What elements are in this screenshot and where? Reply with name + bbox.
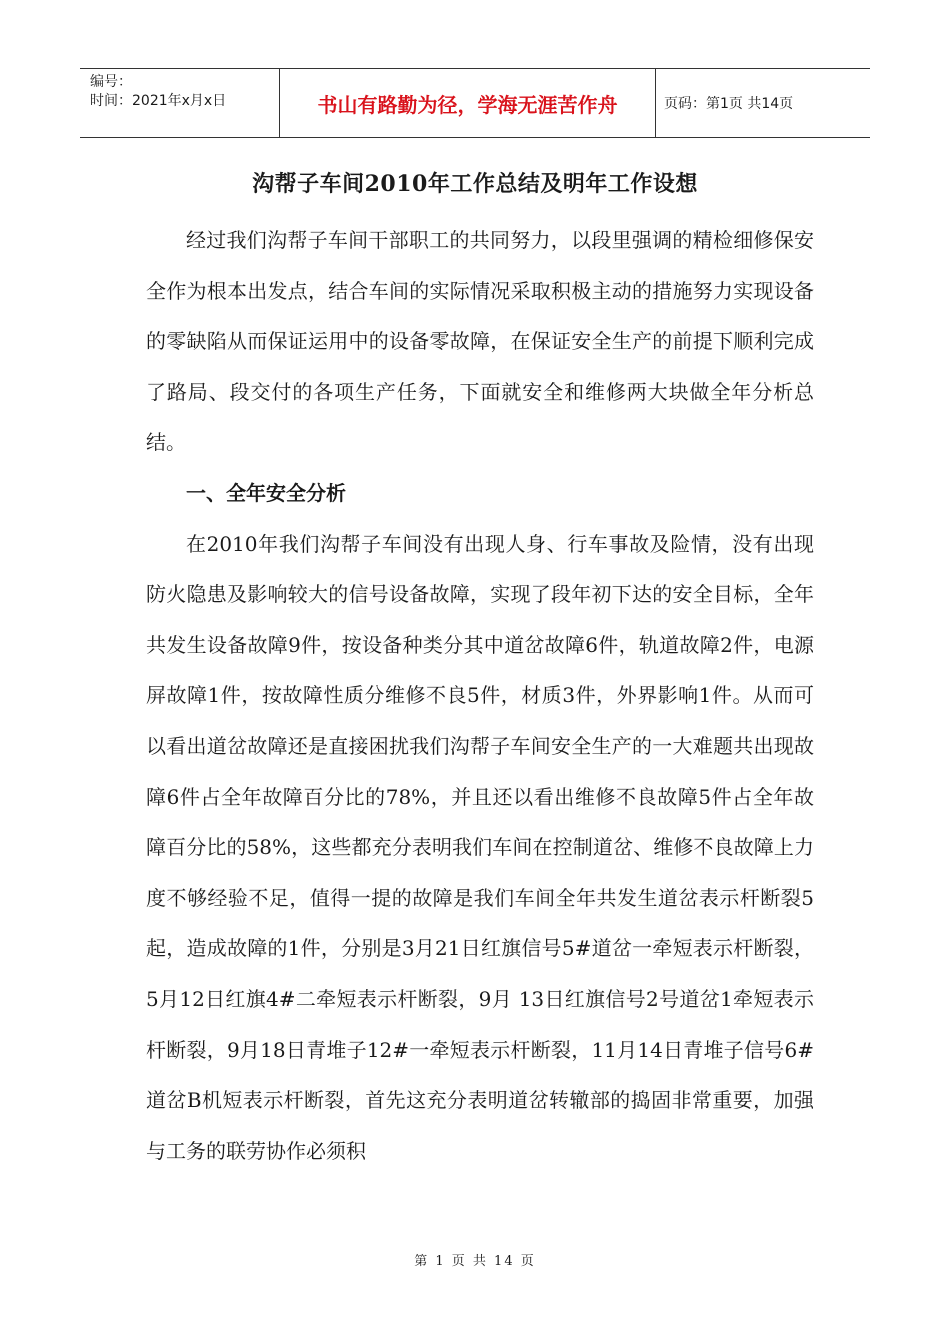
intro-paragraph: 经过我们沟帮子车间干部职工的共同努力，以段里强调的精检细修保安全作为根本出发点，结合车间的实际情况采取积极主动的措施努力实现设备的零缺陷从而保证运用中的设备零故障，在保证安全生产的前提下顺利完成了路局、段交付的各项生产任务，下面就安全和维修两大块做全年分析总结。: [146, 228, 814, 455]
header-page-info: 页码：第1页 共14页: [664, 96, 794, 112]
header-motto: 书山有路勤为径，学海无涯苦作舟: [280, 69, 656, 137]
document-body: [146, 215, 814, 1176]
page-footer: 第 1 页 共 14 页: [414, 1254, 536, 1269]
section-heading: 一、全年安全分析: [186, 480, 346, 505]
section-paragraph: 在2010年我们沟帮子车间没有出现人身、行车事故及险情，没有出现防火隐患及影响较大的信号设备故障，实现了段年初下达的安全目标，全年共发生设备故障9件，按设备种类分其中道岔故障6件，轨道故障2件，电源屏故障1件，按故障性质分维修不良5件，材质3件，外界影响1件。从而可以看出道岔故障还是直接困扰我们沟帮子车间安全生产的一大难题共出现故障6件占全年故障百分比的78%，并且还以看出维修不良故障5件占全年故障百分比的58%，这些都充分表明我们车间在控制道岔、维修不良故障上力度不够经验不足，值得一提的故障是我们车间全年共发生道岔表示杆断裂5起，造成故障的1件，分别是3月21日红旗信号5#道岔一牵短表示杆断裂，5月12日红旗4#二牵短表示杆断裂，9月 13日红旗信号2号道岔1牵短表示杆断裂，9月18日青堆子12#一牵短表示杆断裂，11月14日青堆子信号6#道岔B机短表示杆断裂，首先这充分表明道岔转辙部的捣固非常重要，加强与工务的联劳协作必须积: [146, 531, 814, 1163]
document-time-label: 时间：2021年x月x日: [90, 93, 227, 109]
header-meta-cell: [80, 69, 280, 137]
document-title: 沟帮子车间2010年工作总结及明年工作设想: [252, 171, 698, 197]
document-number-label: 编号：: [90, 74, 132, 90]
header-table: [80, 68, 870, 138]
